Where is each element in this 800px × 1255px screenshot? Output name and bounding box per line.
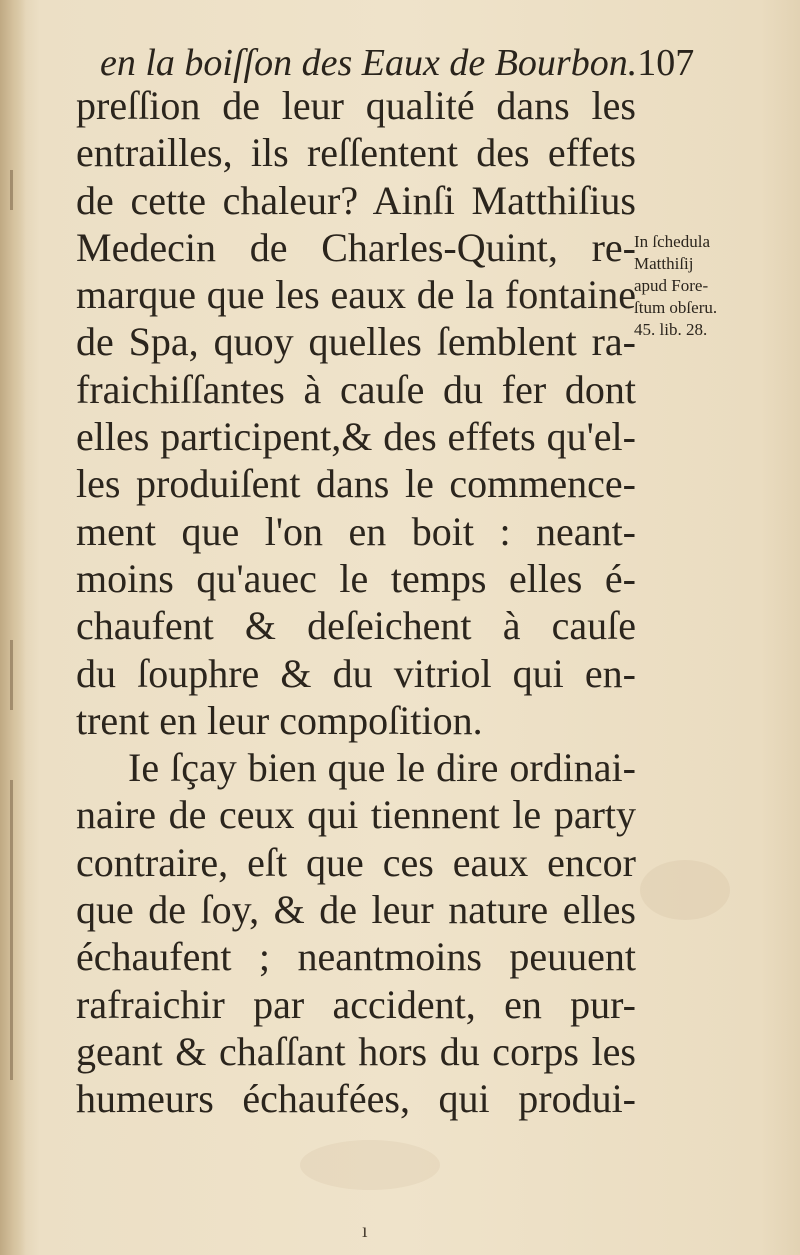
gutter-edge-mark: [10, 170, 13, 210]
text-line: entrailles, ils reſſentent des effets: [76, 130, 636, 176]
text-line: moins qu'auec le temps elles é-: [76, 555, 636, 601]
text-line: chaufent & deſeichent à cauſe: [76, 603, 636, 649]
text-line: échaufent ; neantmoins peuuent: [76, 934, 636, 980]
text-line: rafraichir par accident, en pur-: [76, 981, 636, 1027]
text-line: de Spa, quoy quelles ſemblent ra-: [76, 319, 636, 365]
text-line: que de ſoy, & de leur nature elles: [76, 887, 636, 933]
text-line: preſſion de leur qualité dans les: [76, 83, 636, 128]
body-text: [76, 82, 636, 1123]
margin-note-line: Matthiſij: [634, 254, 694, 273]
margin-note-line: In ſchedula: [634, 232, 710, 251]
margin-note: [634, 231, 758, 341]
text-line: contraire, eſt que ces eaux encor: [76, 839, 636, 885]
margin-note-line: 45. lib. 28.: [634, 320, 708, 339]
text-line: trent en leur compoſition.: [76, 697, 483, 743]
margin-note-line: apud Fore-: [634, 276, 709, 295]
text-line: marque que les eaux de la fontaine: [76, 272, 636, 318]
page-number: 107: [637, 42, 695, 84]
text-line: elles participent,& des effets qu'el-: [76, 414, 636, 460]
binding-gutter: [0, 0, 26, 1255]
text-line: les produiſent dans le commence-: [76, 461, 636, 507]
margin-note-line: ſtum obſeru.: [634, 298, 718, 317]
text-line: naire de ceux qui tiennent le party: [76, 792, 636, 838]
gutter-edge-mark: [10, 780, 13, 1080]
text-line: humeurs échaufées, qui produi-: [76, 1076, 636, 1122]
text-line: ment que l'on en boit : neant-: [76, 508, 636, 554]
footer-mark: ı: [362, 1220, 368, 1242]
text-line: du ſouphre & du vitriol qui en-: [76, 650, 636, 696]
paper-stain: [300, 1140, 440, 1190]
text-line: Ie ſçay bien que le dire ordinai-: [128, 745, 636, 791]
running-title: en la boiſſon des Eaux de Bourbon.: [100, 42, 638, 84]
paper-stain: [640, 860, 730, 920]
running-header: [100, 38, 695, 88]
text-line: fraichiſſantes à cauſe du fer dont: [76, 366, 636, 412]
gutter-edge-mark: [10, 640, 13, 710]
text-line: de cette chaleur? Ainſi Matthiſius: [76, 177, 636, 223]
text-line: geant & chaſſant hors du corps les: [76, 1028, 636, 1074]
text-line: Medecin de Charles-Quint, re-: [76, 224, 636, 270]
